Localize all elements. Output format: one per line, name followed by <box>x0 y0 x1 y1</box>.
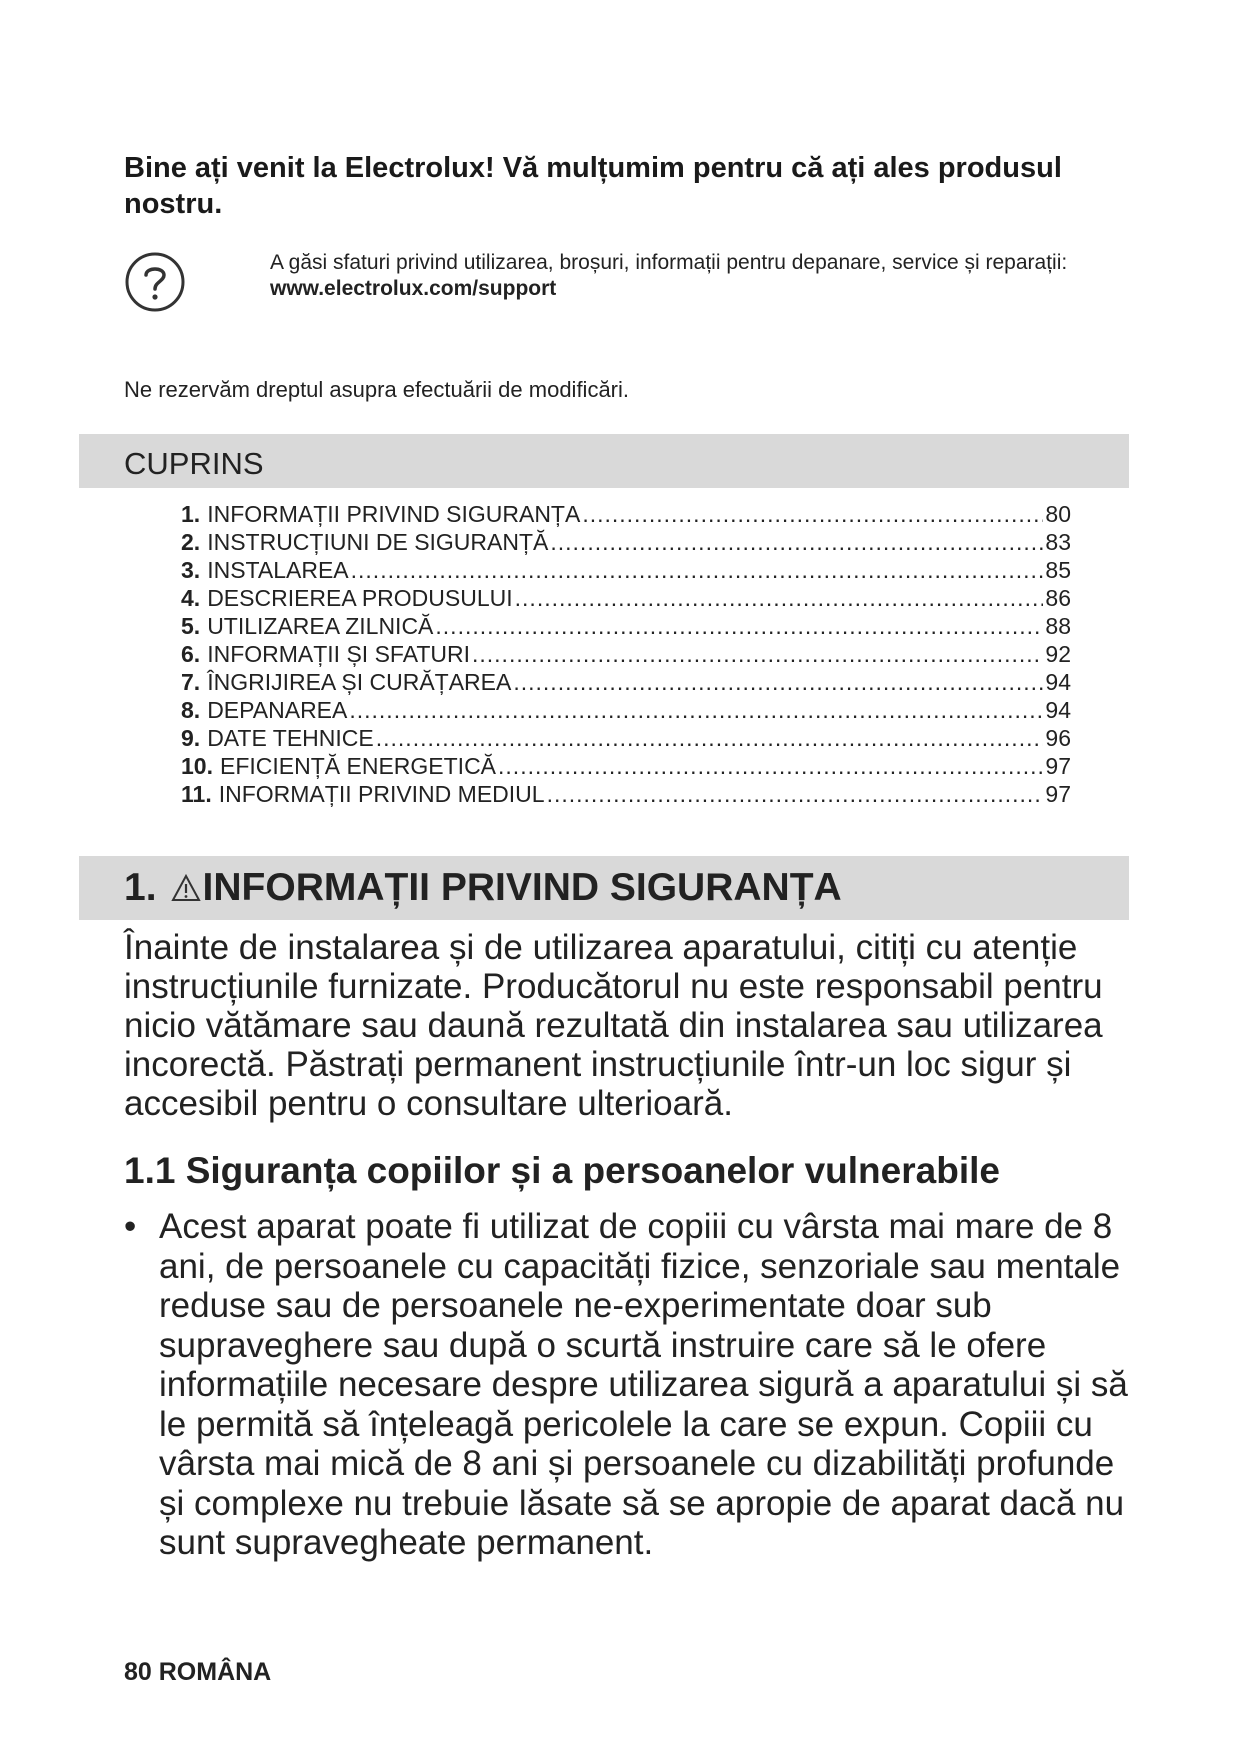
toc-item-label: DESCRIEREA PRODUSULUI <box>207 585 513 611</box>
list-item <box>124 1207 1134 1563</box>
toc-item-label: INSTALAREA <box>207 557 349 583</box>
toc-leader-dots <box>513 668 1043 696</box>
toc-leader-dots <box>472 640 1043 668</box>
toc-item-label: INSTRUCȚIUNI DE SIGURANȚĂ <box>207 529 549 555</box>
section-intro-paragraph: Înainte de instalarea și de utilizarea aparatului, citiți cu atenție instrucțiunile furnizate. Producătorul nu este responsabil pentru nicio vătămare sau daună rezultată din instalarea sau utilizarea incorectă. Păstrați permanent instrucțiunile într-un loc sigur și accesibil pentru o consultare ulterioară. <box>124 928 1103 1123</box>
toc-item[interactable] <box>181 612 1071 640</box>
toc-leader-dots <box>349 696 1043 724</box>
toc-item-label: INFORMAȚII PRIVIND MEDIUL <box>218 781 545 807</box>
toc-item[interactable] <box>181 724 1071 752</box>
toc-leader-dots <box>582 500 1043 528</box>
section-title <box>124 866 842 910</box>
toc-item[interactable] <box>181 752 1071 780</box>
bullet-list <box>124 1207 1134 1563</box>
toc-item-page: 97 <box>1045 781 1071 807</box>
toc-item-label: DATE TEHNICE <box>207 725 374 751</box>
toc-leader-dots <box>515 584 1044 612</box>
toc-item-number: 4. <box>181 585 201 611</box>
section-title-text: INFORMAȚII PRIVIND SIGURANȚA <box>202 866 842 909</box>
toc-item-number: 5. <box>181 613 201 639</box>
toc-title: CUPRINS <box>124 446 264 481</box>
toc-item-number: 9. <box>181 725 201 751</box>
toc-item-number: 6. <box>181 641 201 667</box>
toc-item-label: DEPANAREA <box>207 697 348 723</box>
toc-header-bar <box>79 434 1129 488</box>
table-of-contents <box>181 500 1071 808</box>
toc-item-number: 11. <box>181 781 212 807</box>
toc-item-number: 3. <box>181 557 201 583</box>
toc-leader-dots <box>351 556 1044 584</box>
section-header-bar <box>79 856 1129 920</box>
toc-item-page: 96 <box>1045 725 1071 751</box>
toc-item-number: 2. <box>181 529 201 555</box>
toc-item[interactable] <box>181 584 1071 612</box>
toc-item[interactable] <box>181 500 1071 528</box>
toc-item-label: INFORMAȚII PRIVIND SIGURANȚA <box>207 501 581 527</box>
toc-item-number: 10. <box>181 753 213 779</box>
toc-item[interactable] <box>181 556 1071 584</box>
toc-item-page: 92 <box>1045 641 1071 667</box>
page-footer: 80 ROMÂNA <box>124 1658 272 1686</box>
toc-item-label: ÎNGRIJIREA ȘI CURĂȚAREA <box>207 669 512 695</box>
toc-item-label: EFICIENȚĂ ENERGETICĂ <box>219 753 497 779</box>
toc-item-number: 1. <box>181 501 201 527</box>
toc-item[interactable] <box>181 696 1071 724</box>
toc-item-page: 85 <box>1045 557 1071 583</box>
question-circle-icon <box>124 251 186 313</box>
toc-item-page: 80 <box>1045 501 1071 527</box>
toc-item[interactable] <box>181 640 1071 668</box>
bullet-icon: • <box>124 1207 137 1246</box>
toc-item[interactable] <box>181 528 1071 556</box>
toc-leader-dots <box>547 780 1044 808</box>
toc-leader-dots <box>498 752 1043 780</box>
toc-leader-dots <box>376 724 1044 752</box>
toc-leader-dots <box>550 528 1043 556</box>
welcome-heading: Bine ați venit la Electrolux! Vă mulțumim pentru că ați ales produsul nostru. <box>124 152 1062 220</box>
toc-leader-dots <box>435 612 1043 640</box>
toc-item-label: UTILIZAREA ZILNICĂ <box>207 613 434 639</box>
list-item-text: Acest aparat poate fi utilizat de copiii cu vârsta mai mare de 8 ani, de persoanele cu capacități fizice, senzoriale sau mentale reduse sau de persoanele ne-experimentate doar sub supraveghere sau după o scurtă instruire care să le ofere informațiile necesare despre utilizarea sigură a aparatului și să le permită să înțeleagă pericolele la care se expun. Copiii cu vârsta mai mică de 8 ani și persoanele cu dizabilități profunde și complexe nu trebuie lăsate să se apropie de aparat dacă nu sunt supravegheate permanent. <box>159 1207 1128 1562</box>
toc-item[interactable] <box>181 668 1071 696</box>
support-url[interactable]: www.electrolux.com/support <box>270 277 557 300</box>
toc-item-page: 86 <box>1045 585 1071 611</box>
toc-item-number: 7. <box>181 669 201 695</box>
rights-notice: Ne rezervăm dreptul asupra efectuării de modificări. <box>124 377 630 402</box>
toc-item-number: 8. <box>181 697 201 723</box>
toc-item-page: 88 <box>1045 613 1071 639</box>
toc-item-page: 97 <box>1045 753 1071 779</box>
support-info <box>270 250 1090 302</box>
toc-item-page: 83 <box>1045 529 1071 555</box>
warning-triangle-icon <box>171 873 201 903</box>
toc-item-page: 94 <box>1045 669 1071 695</box>
toc-item[interactable] <box>181 780 1071 808</box>
toc-item-label: INFORMAȚII ȘI SFATURI <box>207 641 470 667</box>
subsection-title: 1.1 Siguranța copiilor și a persoanelor vulnerabile <box>124 1150 1000 1191</box>
section-number: 1. <box>124 866 157 909</box>
toc-item-page: 94 <box>1045 697 1071 723</box>
support-text: A găsi sfaturi privind utilizarea, broșuri, informații pentru depanare, service și reparații: <box>270 251 1068 274</box>
